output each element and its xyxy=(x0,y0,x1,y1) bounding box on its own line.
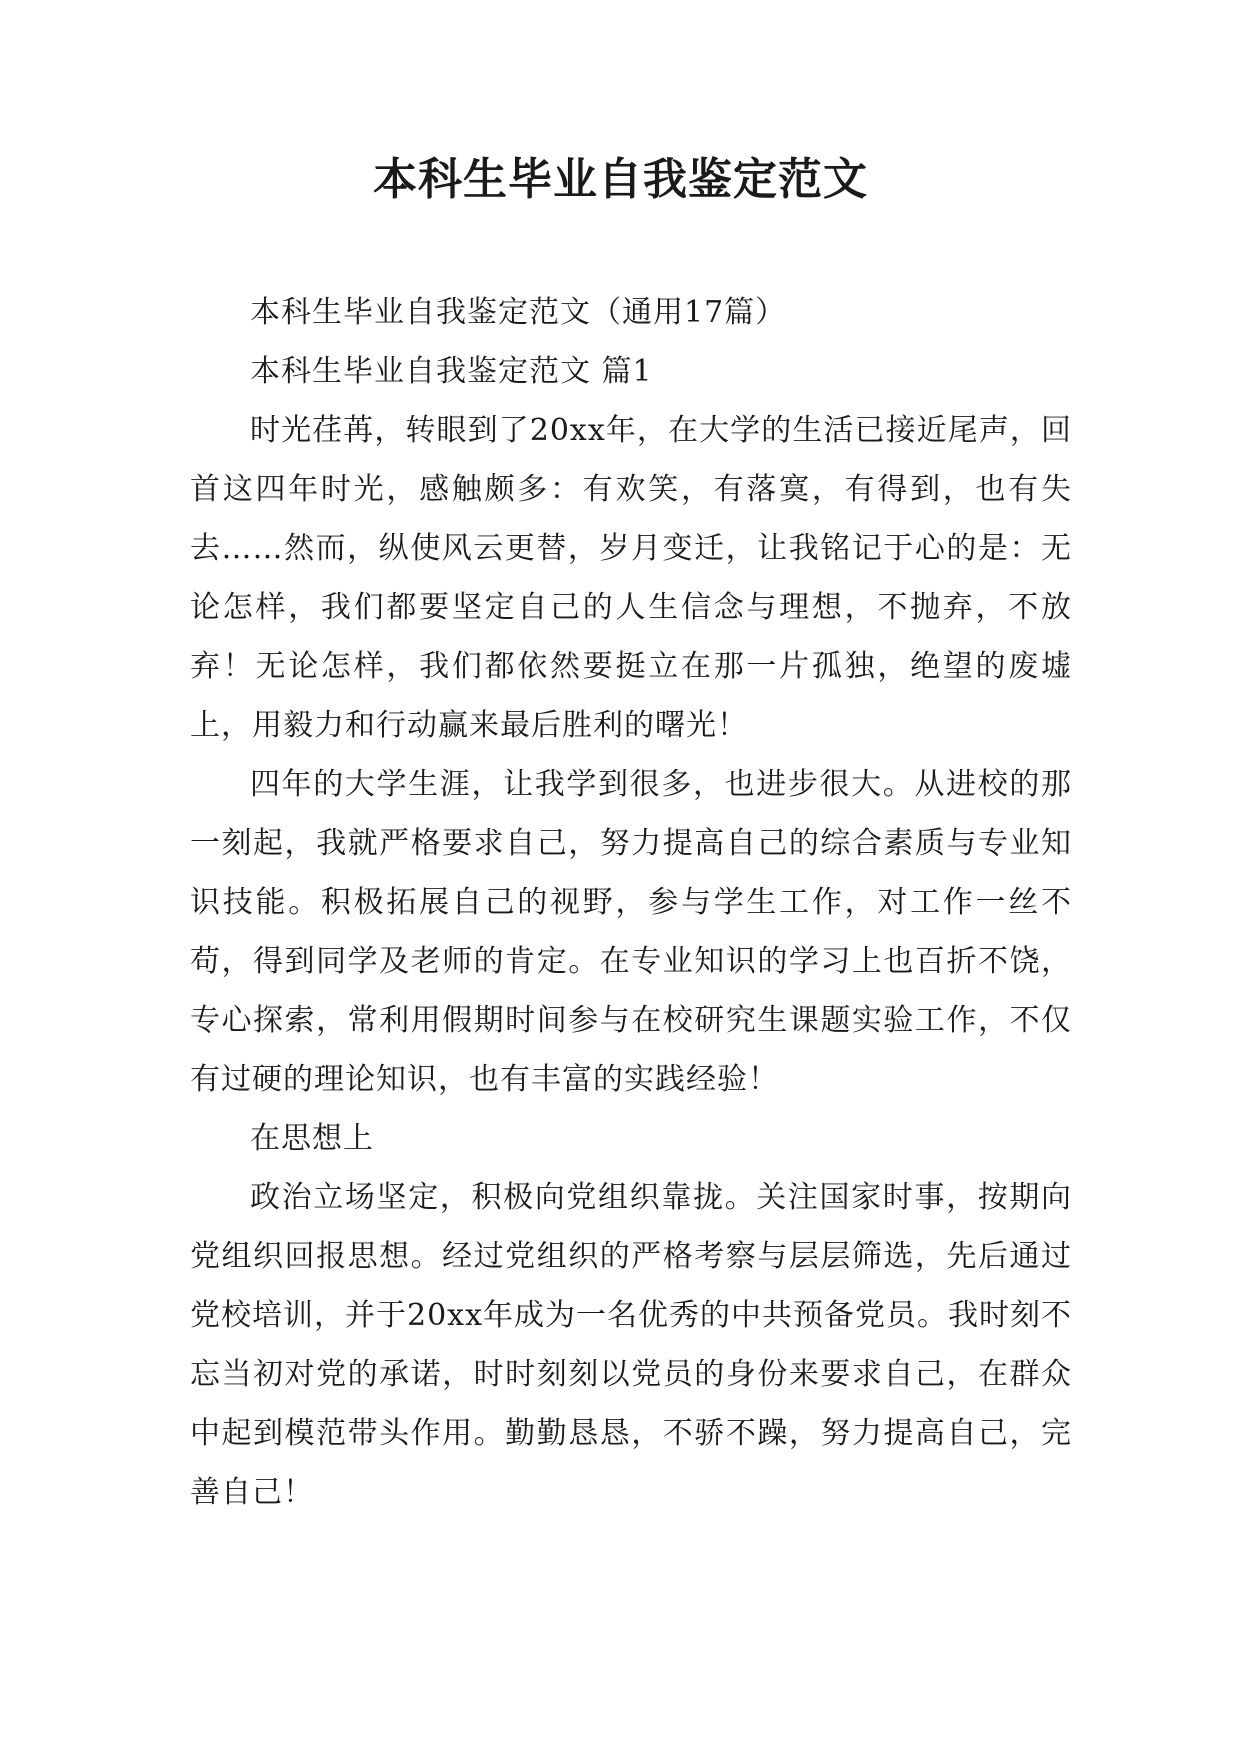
section-heading: 本科生毕业自我鉴定范文 篇1 xyxy=(250,354,653,389)
subsection-heading: 在思想上 xyxy=(250,1121,374,1156)
document-title: 本科生毕业自我鉴定范文 xyxy=(373,154,868,205)
body-paragraph: 四年的大学生涯，让我学到很多，也进步很大。从进校的那一刻起，我就严格要求自己，努力提高自己的综合素质与专业知识技能。积极拓展自己的视野，参与学生工作，对工作一丝不苟，得到同学及老师的肯定。在专业知识的学习上也百折不饶，专心探索，常利用假期时间参与在校研究生课题实验工作，不仅有过硬的理论知识，也有丰富的实践经验！ xyxy=(190,767,1072,1097)
body-paragraph: 政治立场坚定，积极向党组织靠拢。关注国家时事，按期向党组织回报思想。经过党组织的严格考察与层层筛选，先后通过党校培训，并于20xx年成为一名优秀的中共预备党员。我时刻不忘当初对党的承诺，时时刻刻以党员的身份来要求自己，在群众中起到模范带头作用。勤勤恳恳，不骄不躁，努力提高自己，完善自己！ xyxy=(190,1180,1073,1510)
document-subtitle: 本科生毕业自我鉴定范文（通用17篇） xyxy=(250,295,787,330)
document-body xyxy=(190,283,1072,1522)
body-paragraph: 时光荏苒，转眼到了20xx年，在大学的生活已接近尾声，回首这四年时光，感触颇多：有欢笑，有落寞，有得到，也有失去……然而，纵使风云更替，岁月变迁，让我铭记于心的是：无论怎样，我们都要坚定自己的人生信念与理想，不抛弃，不放弃！无论怎样，我们都依然要挺立在那一片孤独，绝望的废墟上，用毅力和行动赢来最后胜利的曙光！ xyxy=(190,413,1072,743)
